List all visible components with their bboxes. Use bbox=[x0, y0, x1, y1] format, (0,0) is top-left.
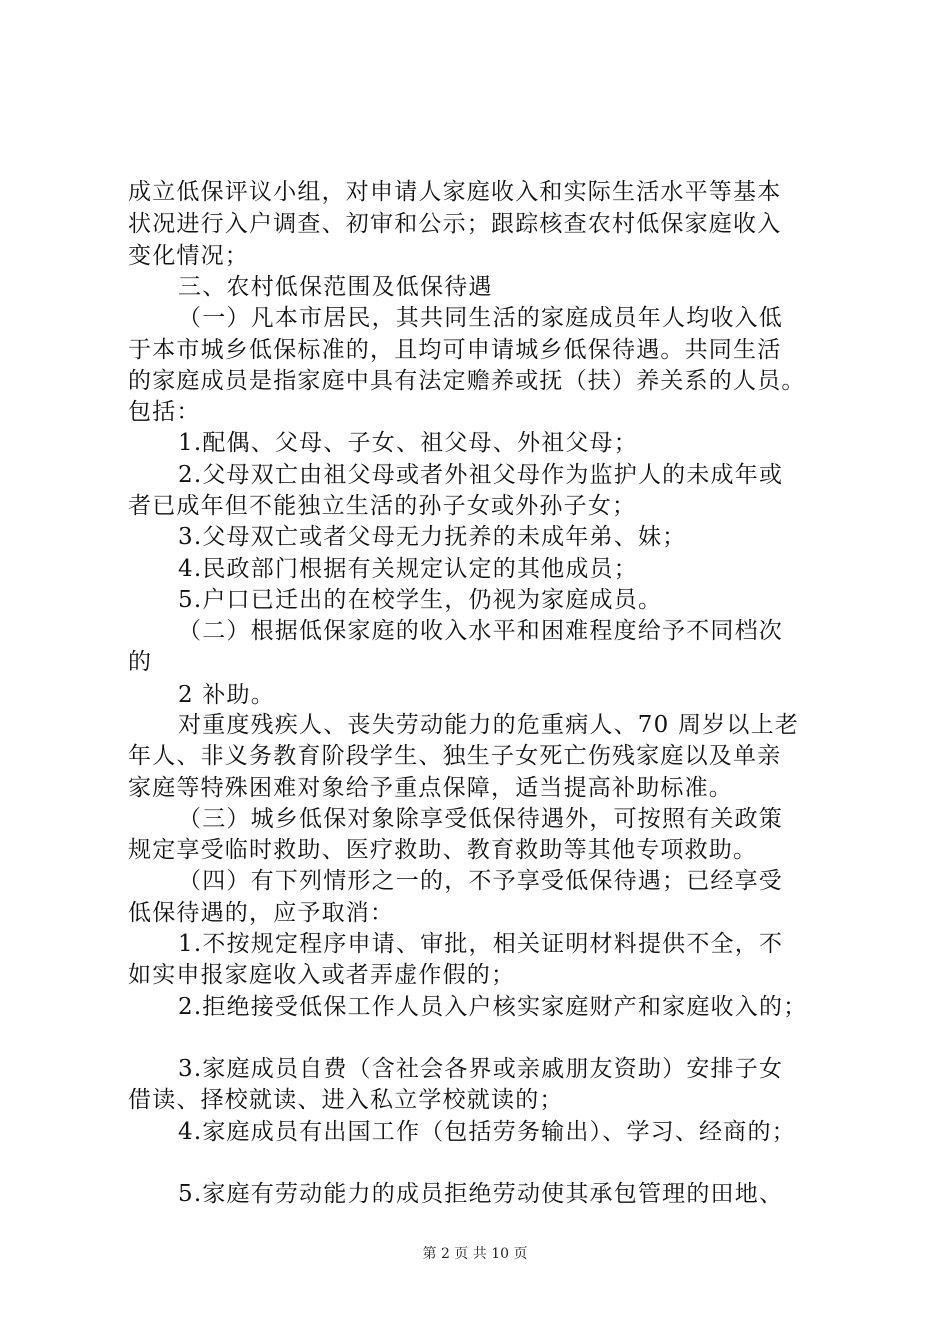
section-heading: 三、农村低保范围及低保待遇 bbox=[178, 274, 493, 300]
text-line: 3.家庭成员自费（含社会各界或亲戚朋友资助）安排子女 bbox=[178, 1056, 784, 1082]
text-line: （二）根据低保家庭的收入水平和困难程度给予不同档次 bbox=[178, 618, 783, 644]
text-line: 于本市城乡低保标准的，且均可申请城乡低保待遇。共同生活 bbox=[128, 337, 782, 363]
text-line: 包括： bbox=[128, 399, 201, 425]
page-number: 第 2 页 共 10 页 bbox=[422, 1246, 528, 1262]
text-line: 1.不按规定程序申请、审批，相关证明材料提供不全，不 bbox=[178, 931, 784, 957]
text-line: 规定享受临时救助、医疗救助、教育救助等其他专项救助。 bbox=[128, 837, 758, 863]
text-line: 借读、择校就读、进入私立学校就读的； bbox=[128, 1087, 564, 1113]
text-line: 如实申报家庭收入或者弄虚作假的； bbox=[128, 962, 516, 988]
text-line: 状况进行入户调查、初审和公示；跟踪核查农村低保家庭收入 bbox=[128, 211, 782, 237]
text-line: 2.拒绝接受低保工作人员入户核实家庭财产和家庭收入的； bbox=[178, 994, 808, 1020]
text-line: 1.配偶、父母、子女、祖父母、外祖父母； bbox=[178, 430, 638, 456]
text-line: 2.父母双亡由祖父母或者外祖父母作为监护人的未成年或 bbox=[178, 462, 784, 488]
text-line: 者已成年但不能独立生活的孙子女或外孙子女； bbox=[128, 493, 637, 519]
text-line: 的 bbox=[128, 649, 153, 675]
page-footer bbox=[0, 1243, 950, 1263]
text-line: 年人、非义务教育阶段学生、独生子女死亡伤残家庭以及单亲 bbox=[128, 743, 782, 769]
text-line: 5.户口已迁出的在校学生，仍视为家庭成员。 bbox=[178, 587, 663, 613]
text-line: 4.家庭成员有出国工作（包括劳务输出）、学习、经商的； bbox=[178, 1119, 796, 1145]
text-line: 的家庭成员是指家庭中具有法定赡养或抚（扶）养关系的人员。 bbox=[128, 368, 806, 394]
text-line: 2 补助。 bbox=[178, 682, 275, 708]
text-line: 3.父母双亡或者父母无力抚养的未成年弟、妹； bbox=[178, 524, 687, 550]
text-line: 5.家庭有劳动能力的成员拒绝劳动使其承包管理的田地、 bbox=[178, 1181, 784, 1207]
text-line: （四）有下列情形之一的，不予享受低保待遇；已经享受 bbox=[178, 868, 783, 894]
text-line: （三）城乡低保对象除享受低保待遇外，可按照有关政策 bbox=[178, 806, 783, 832]
text-line: 变化情况； bbox=[128, 243, 249, 269]
text-line: 家庭等特殊困难对象给予重点保障，适当提高补助标准。 bbox=[128, 775, 733, 801]
text-line: 4.民政部门根据有关规定认定的其他成员； bbox=[178, 556, 638, 582]
text-line: （一）凡本市居民，其共同生活的家庭成员年人均收入低 bbox=[178, 305, 783, 331]
text-line: 对重度残疾人、丧失劳动能力的危重病人、70 周岁以上老 bbox=[178, 712, 799, 738]
text-line: 低保待遇的，应予取消： bbox=[128, 900, 395, 926]
text-line: 成立低保评议小组，对申请人家庭收入和实际生活水平等基本 bbox=[128, 179, 782, 205]
